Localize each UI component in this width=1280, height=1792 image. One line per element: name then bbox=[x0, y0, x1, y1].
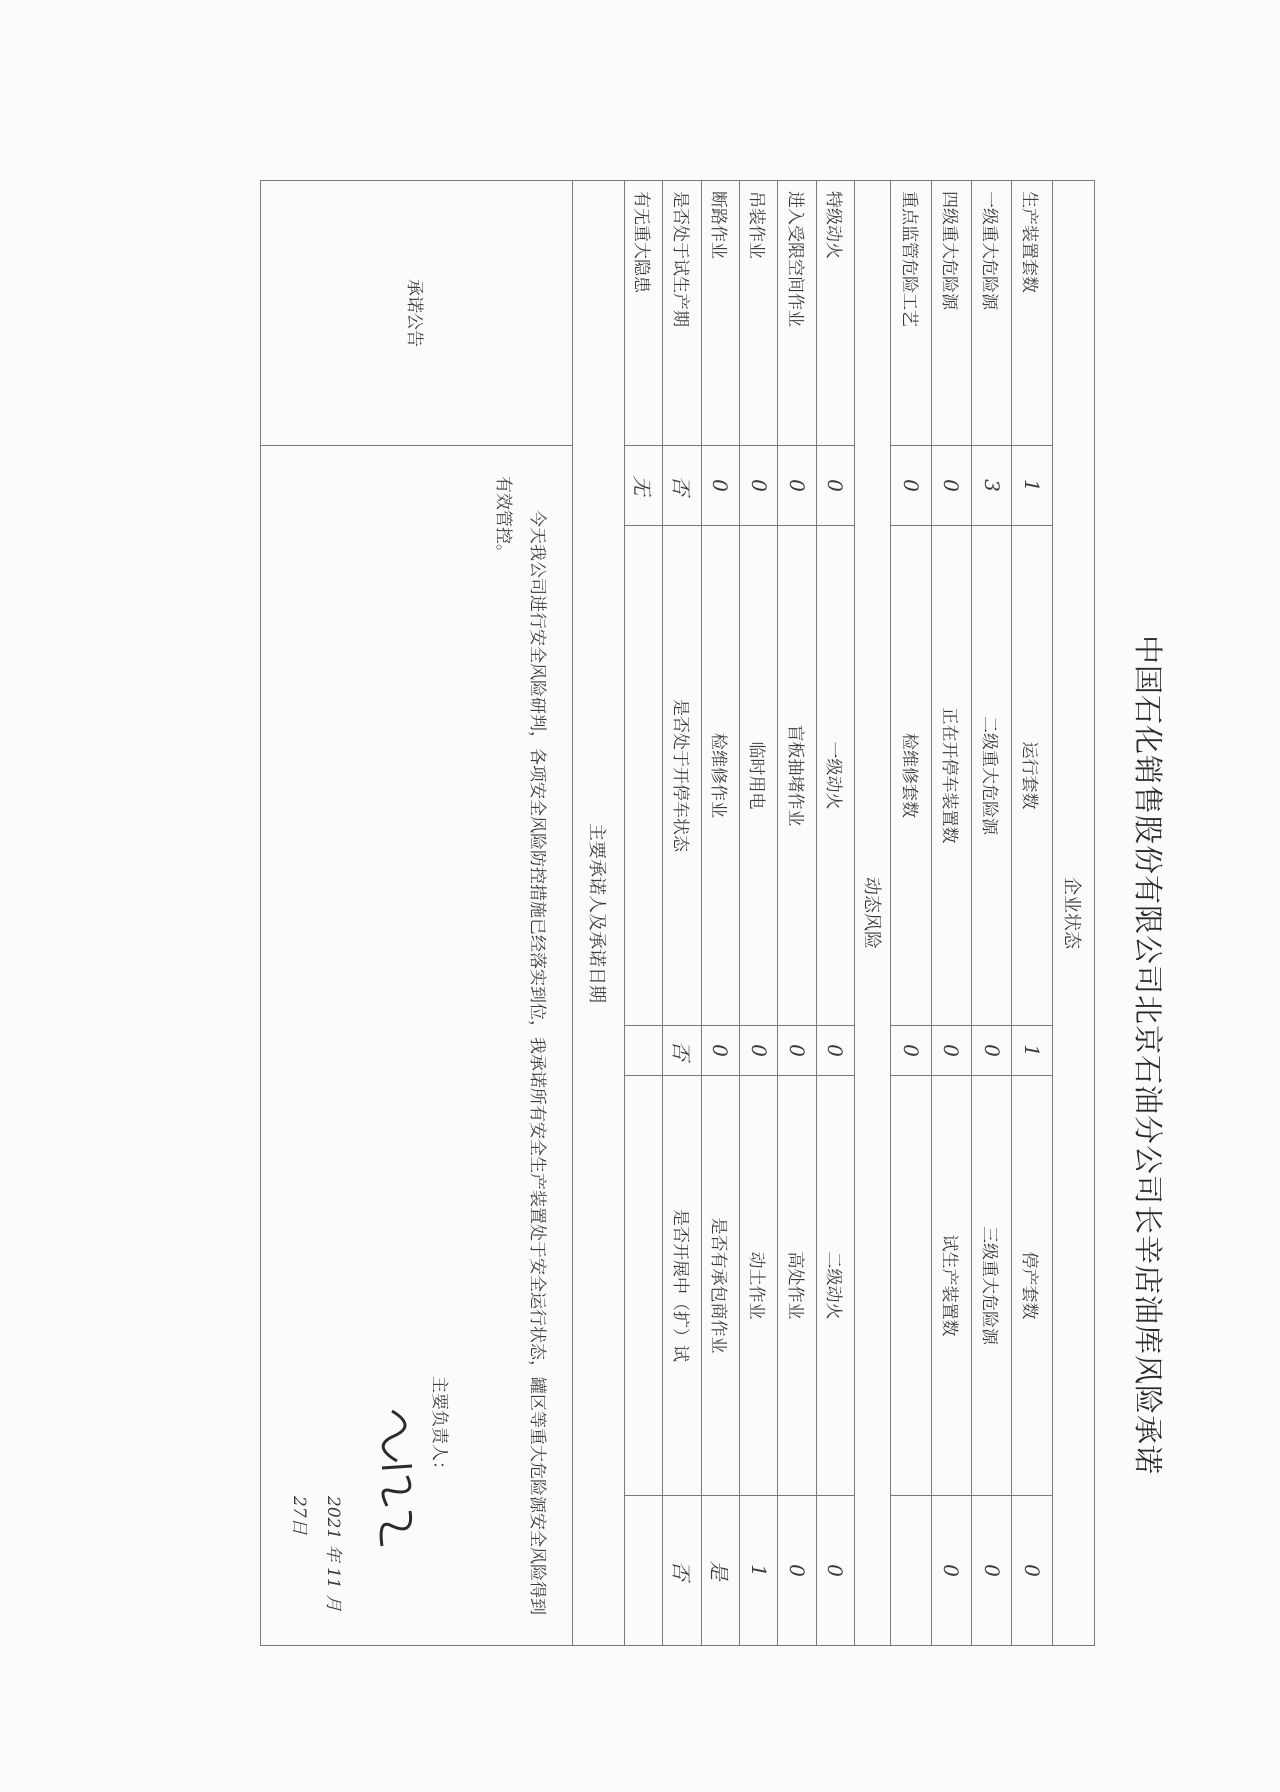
handwritten-signature bbox=[368, 1406, 422, 1556]
status-label-1: 生产装置套数 bbox=[1012, 181, 1052, 446]
section-header-commitment-person: 主要承诺人及承诺日期 bbox=[572, 181, 624, 1646]
status-label-1: 重点监管危险工艺 bbox=[891, 181, 931, 446]
risk-row bbox=[778, 181, 816, 1646]
risk-label-2: 检维修作业 bbox=[701, 526, 739, 1026]
risk-value-1: 0 bbox=[740, 446, 778, 526]
status-value-1: 3 bbox=[972, 446, 1012, 526]
risk-label-2: 是否处于开停车状态 bbox=[663, 526, 701, 1026]
status-label-1: 四级重大危险源 bbox=[931, 181, 971, 446]
risk-label-2 bbox=[625, 526, 663, 1026]
risk-label-2: 一级动火 bbox=[816, 526, 854, 1026]
risk-value-3: 0 bbox=[816, 1496, 854, 1646]
risk-value-2 bbox=[625, 1026, 663, 1076]
status-label-2: 运行套数 bbox=[1012, 526, 1052, 1026]
section-header-dynamic-risk: 动态风险 bbox=[855, 181, 891, 1646]
status-label-3: 试生产装置数 bbox=[931, 1076, 971, 1496]
risk-value-3: 是 bbox=[701, 1496, 739, 1646]
status-label-2: 检维修套数 bbox=[891, 526, 931, 1026]
section-row-enterprise-status bbox=[1052, 181, 1094, 1646]
risk-label-2: 盲板抽堵作业 bbox=[778, 526, 816, 1026]
commitment-row bbox=[261, 181, 573, 1646]
status-label-3: 三级重大危险源 bbox=[972, 1076, 1012, 1496]
risk-value-2: 否 bbox=[663, 1026, 701, 1076]
risk-value-1: 否 bbox=[663, 446, 701, 526]
status-value-3: 0 bbox=[931, 1496, 971, 1646]
risk-label-3: 动土作业 bbox=[740, 1076, 778, 1496]
commitment-text: 今天我公司进行安全风险研判，各项安全风险防控措施已经落实到位，我承诺所有安全生产装置处于安全运行状态，罐区等重大危险源安全风险得到有效管控。 bbox=[492, 476, 547, 1615]
signature-scribble bbox=[372, 1406, 422, 1556]
risk-label-1: 断路作业 bbox=[701, 181, 739, 446]
signer-line bbox=[368, 1376, 456, 1615]
risk-label-1: 进入受限空间作业 bbox=[778, 181, 816, 446]
document-title: 中国石化销售股份有限公司北京石油分公司长辛店油库风险承诺 bbox=[1131, 634, 1165, 1475]
status-row bbox=[931, 181, 971, 1646]
risk-value-2: 0 bbox=[740, 1026, 778, 1076]
risk-value-3: 否 bbox=[663, 1496, 701, 1646]
status-label-2: 二级重大危险源 bbox=[972, 526, 1012, 1026]
risk-label-1: 特级动火 bbox=[816, 181, 854, 446]
section-header-enterprise-status: 企业状态 bbox=[1052, 181, 1094, 1646]
risk-row bbox=[740, 181, 778, 1646]
signer-label: 主要负责人： bbox=[428, 1376, 449, 1478]
status-value-1: 0 bbox=[891, 446, 931, 526]
status-value-1: 1 bbox=[1012, 446, 1052, 526]
risk-row bbox=[625, 181, 663, 1646]
status-value-2: 0 bbox=[972, 1026, 1012, 1076]
risk-commitment-table bbox=[260, 180, 1095, 1646]
risk-value-2: 0 bbox=[816, 1026, 854, 1076]
status-value-2: 1 bbox=[1012, 1026, 1052, 1076]
risk-label-3: 是否开展中（扩）试 bbox=[663, 1076, 701, 1496]
status-value-1: 0 bbox=[931, 446, 971, 526]
status-row bbox=[972, 181, 1012, 1646]
risk-label-2: 临时用电 bbox=[740, 526, 778, 1026]
risk-value-2: 0 bbox=[778, 1026, 816, 1076]
risk-value-3 bbox=[625, 1496, 663, 1646]
risk-value-1: 0 bbox=[778, 446, 816, 526]
commitment-label: 承诺公告 bbox=[261, 181, 573, 446]
status-row bbox=[891, 181, 931, 1646]
status-value-3: 0 bbox=[972, 1496, 1012, 1646]
risk-row bbox=[663, 181, 701, 1646]
risk-label-1: 有无重大隐患 bbox=[625, 181, 663, 446]
risk-value-1: 无 bbox=[625, 446, 663, 526]
section-row-dynamic-risk bbox=[855, 181, 891, 1646]
status-value-2: 0 bbox=[891, 1026, 931, 1076]
status-label-3 bbox=[891, 1076, 931, 1496]
risk-value-3: 1 bbox=[740, 1496, 778, 1646]
status-value-3: 0 bbox=[1012, 1496, 1052, 1646]
commitment-date: 2021 年 11 月 27日 bbox=[288, 1496, 343, 1612]
risk-value-3: 0 bbox=[778, 1496, 816, 1646]
risk-label-3: 高处作业 bbox=[778, 1076, 816, 1496]
commitment-body bbox=[261, 446, 573, 1646]
risk-label-1: 是否处于试生产期 bbox=[663, 181, 701, 446]
status-label-2: 正在开停车装置数 bbox=[931, 526, 971, 1026]
status-label-3: 停产套数 bbox=[1012, 1076, 1052, 1496]
status-label-1: 一级重大危险源 bbox=[972, 181, 1012, 446]
risk-row bbox=[701, 181, 739, 1646]
risk-value-1: 0 bbox=[701, 446, 739, 526]
status-row bbox=[1012, 181, 1052, 1646]
risk-row bbox=[816, 181, 854, 1646]
risk-value-1: 0 bbox=[816, 446, 854, 526]
risk-value-2: 0 bbox=[701, 1026, 739, 1076]
status-value-2: 0 bbox=[931, 1026, 971, 1076]
status-value-3 bbox=[891, 1496, 931, 1646]
risk-label-3: 是否有承包商作业 bbox=[701, 1076, 739, 1496]
risk-label-3: 二级动火 bbox=[816, 1076, 854, 1496]
risk-label-1: 吊装作业 bbox=[740, 181, 778, 446]
risk-label-3 bbox=[625, 1076, 663, 1496]
section-row-commitment-person bbox=[572, 181, 624, 1646]
